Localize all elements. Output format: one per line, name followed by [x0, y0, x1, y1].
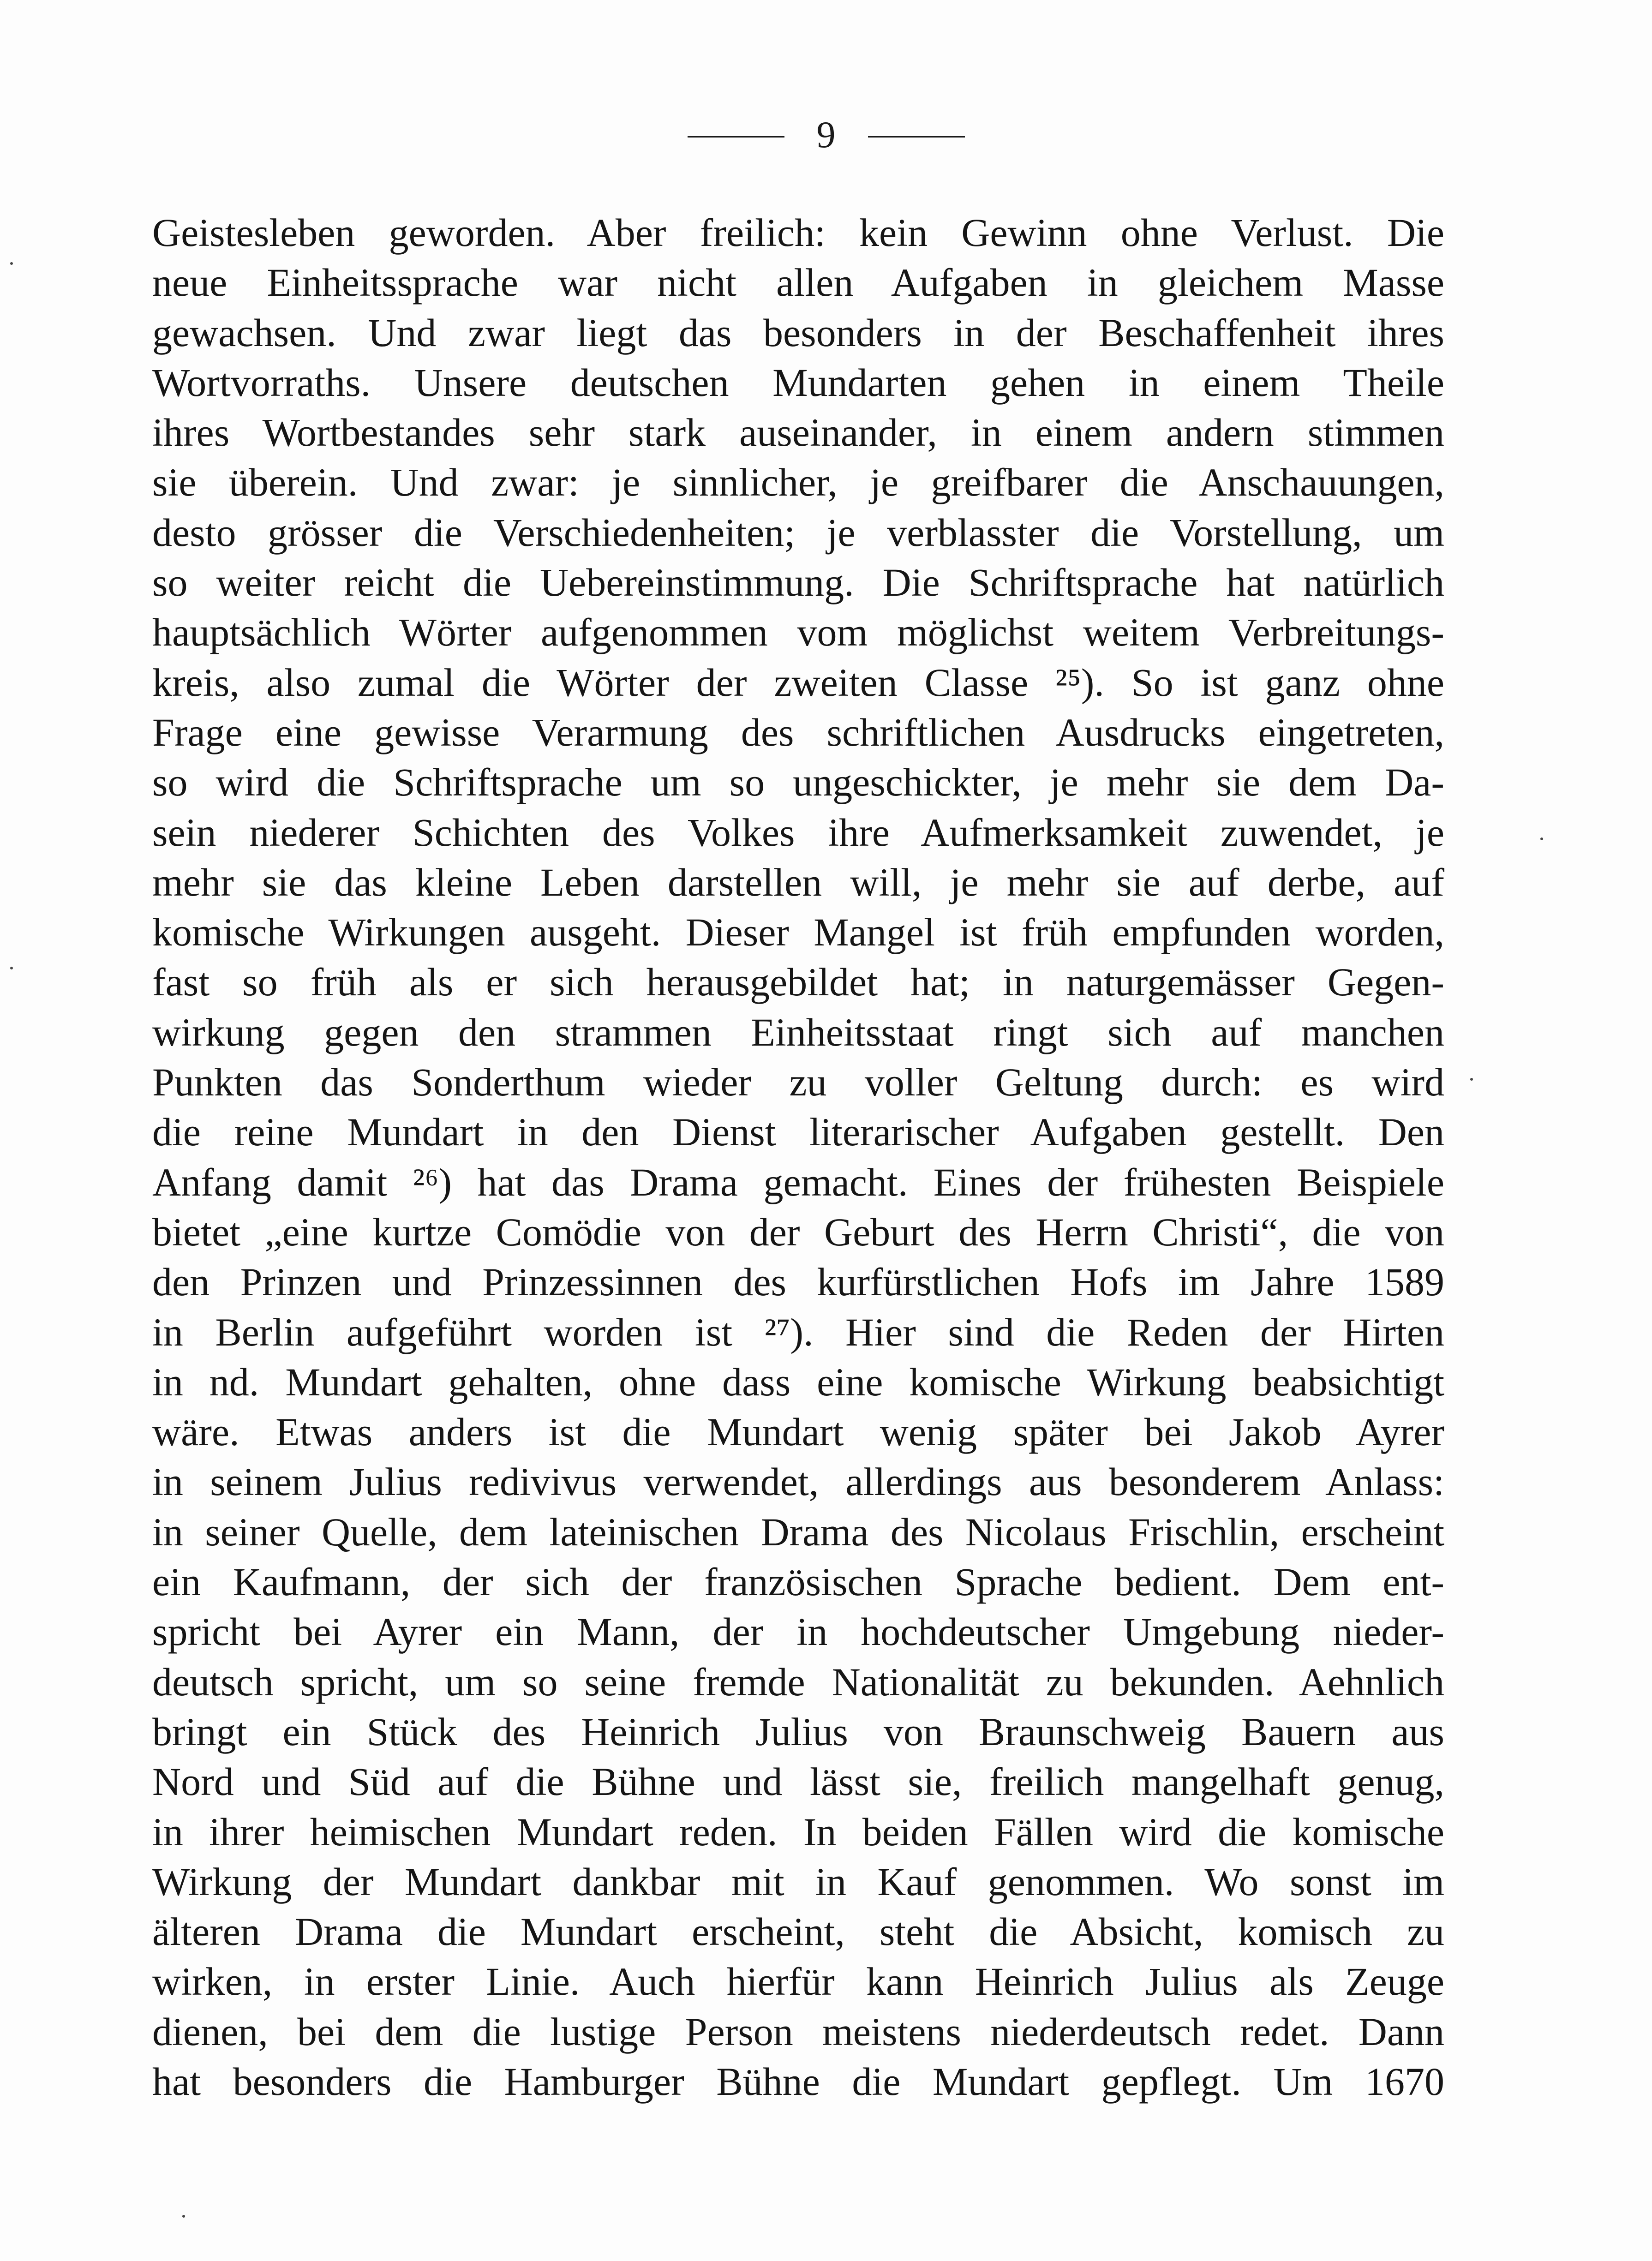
text-line: kreis, also zumal die Wörter der zweiten Classe ²⁵). So ist ganz ohne — [152, 660, 1444, 705]
text-line: den Prinzen und Prinzessinnen des kurfürstlichen Hofs im Jahre 1589 — [152, 1260, 1444, 1304]
text-line: Wirkung der Mundart dankbar mit in Kauf genommen. Wo sonst im — [152, 1859, 1444, 1904]
text-line: so weiter reicht die Uebereinstimmung. Die Schriftsprache hat natürlich — [152, 560, 1444, 605]
header-rule-left — [688, 136, 784, 138]
text-line: hauptsächlich Wörter aufgenommen vom möglichst weitem Verbreitungs- — [152, 610, 1444, 655]
text-line: in nd. Mundart gehalten, ohne dass eine komische Wirkung beabsichtigt — [152, 1359, 1444, 1404]
text-line: in Berlin aufgeführt worden ist ²⁷). Hier sind die Reden der Hirten — [152, 1310, 1444, 1354]
text-line: desto grösser die Verschiedenheiten; je verblasster die Vorstellung, um — [152, 510, 1444, 555]
paper-speck — [182, 2215, 185, 2218]
text-line: die reine Mundart in den Dienst literarischer Aufgaben gestellt. Den — [152, 1110, 1444, 1154]
text-line: komische Wirkungen ausgeht. Dieser Mangel ist früh empfunden worden, — [152, 910, 1444, 955]
text-line: spricht bei Ayrer ein Mann, der in hochdeutscher Umgebung nieder- — [152, 1609, 1444, 1654]
text-line: dienen, bei dem die lustige Person meistens niederdeutsch redet. Dann — [152, 2009, 1444, 2054]
text-line: deutsch spricht, um so seine fremde Nationalität zu bekunden. Aehnlich — [152, 1659, 1444, 1704]
text-line: wirken, in erster Linie. Auch hierfür kann Heinrich Julius als Zeuge — [152, 1959, 1444, 2004]
header-rule-right — [868, 136, 965, 138]
text-line: Wortvorraths. Unsere deutschen Mundarten gehen in einem Theile — [152, 360, 1444, 405]
text-line: bietet „eine kurtze Comödie von der Geburt des Herrn Christi“, die von — [152, 1209, 1444, 1254]
text-line: in ihrer heimischen Mundart reden. In beiden Fällen wird die komische — [152, 1809, 1444, 1854]
paper-speck — [10, 967, 13, 969]
text-line: so wird die Schriftsprache um so ungeschickter, je mehr sie dem Da- — [152, 760, 1444, 805]
paper-speck — [1470, 1078, 1473, 1081]
text-line: fast so früh als er sich herausgebildet hat; in naturgemässer Gegen- — [152, 960, 1444, 1005]
text-line: hat besonders die Hamburger Bühne die Mundart gepflegt. Um 1670 — [152, 2059, 1444, 2104]
paper-speck — [1540, 837, 1543, 840]
text-line: ein Kaufmann, der sich der französischen Sprache bedient. Dem ent- — [152, 1560, 1444, 1604]
text-line: Anfang damit ²⁶) hat das Drama gemacht. Eines der frühesten Beispiele — [152, 1160, 1444, 1204]
text-line: Geistesleben geworden. Aber freilich: kein Gewinn ohne Verlust. Die — [152, 210, 1444, 255]
page-header — [0, 107, 1652, 162]
paper-speck — [10, 262, 13, 265]
text-line: bringt ein Stück des Heinrich Julius von Braunschweig Bauern aus — [152, 1709, 1444, 1754]
page-number: 9 — [816, 114, 836, 156]
text-line: älteren Drama die Mundart erscheint, steht die Absicht, komisch zu — [152, 1909, 1444, 1954]
text-line: sein niederer Schichten des Volkes ihre Aufmerksamkeit zuwendet, je — [152, 810, 1444, 855]
text-line: Punkten das Sonderthum wieder zu voller Geltung durch: es wird — [152, 1060, 1444, 1105]
body-text — [152, 208, 1444, 2106]
text-line: sie überein. Und zwar: je sinnlicher, je greifbarer die Anschauungen, — [152, 460, 1444, 505]
text-line: neue Einheitssprache war nicht allen Aufgaben in gleichem Masse — [152, 260, 1444, 305]
text-line: in seinem Julius redivivus verwendet, allerdings aus besonderem Anlass: — [152, 1459, 1444, 1504]
text-line: mehr sie das kleine Leben darstellen will, je mehr sie auf derbe, auf — [152, 860, 1444, 904]
text-line: ihres Wortbestandes sehr stark auseinander, in einem andern stimmen — [152, 410, 1444, 455]
text-line: Nord und Süd auf die Bühne und lässt sie, freilich mangelhaft genug, — [152, 1759, 1444, 1804]
text-line: in seiner Quelle, dem lateinischen Drama des Nicolaus Frischlin, erscheint — [152, 1509, 1444, 1554]
text-line: Frage eine gewisse Verarmung des schriftlichen Ausdrucks eingetreten, — [152, 710, 1444, 754]
text-line: gewachsen. Und zwar liegt das besonders in der Beschaffenheit ihres — [152, 310, 1444, 355]
text-line: wirkung gegen den strammen Einheitsstaat ringt sich auf manchen — [152, 1010, 1444, 1054]
text-line: wäre. Etwas anders ist die Mundart wenig später bei Jakob Ayrer — [152, 1410, 1444, 1454]
